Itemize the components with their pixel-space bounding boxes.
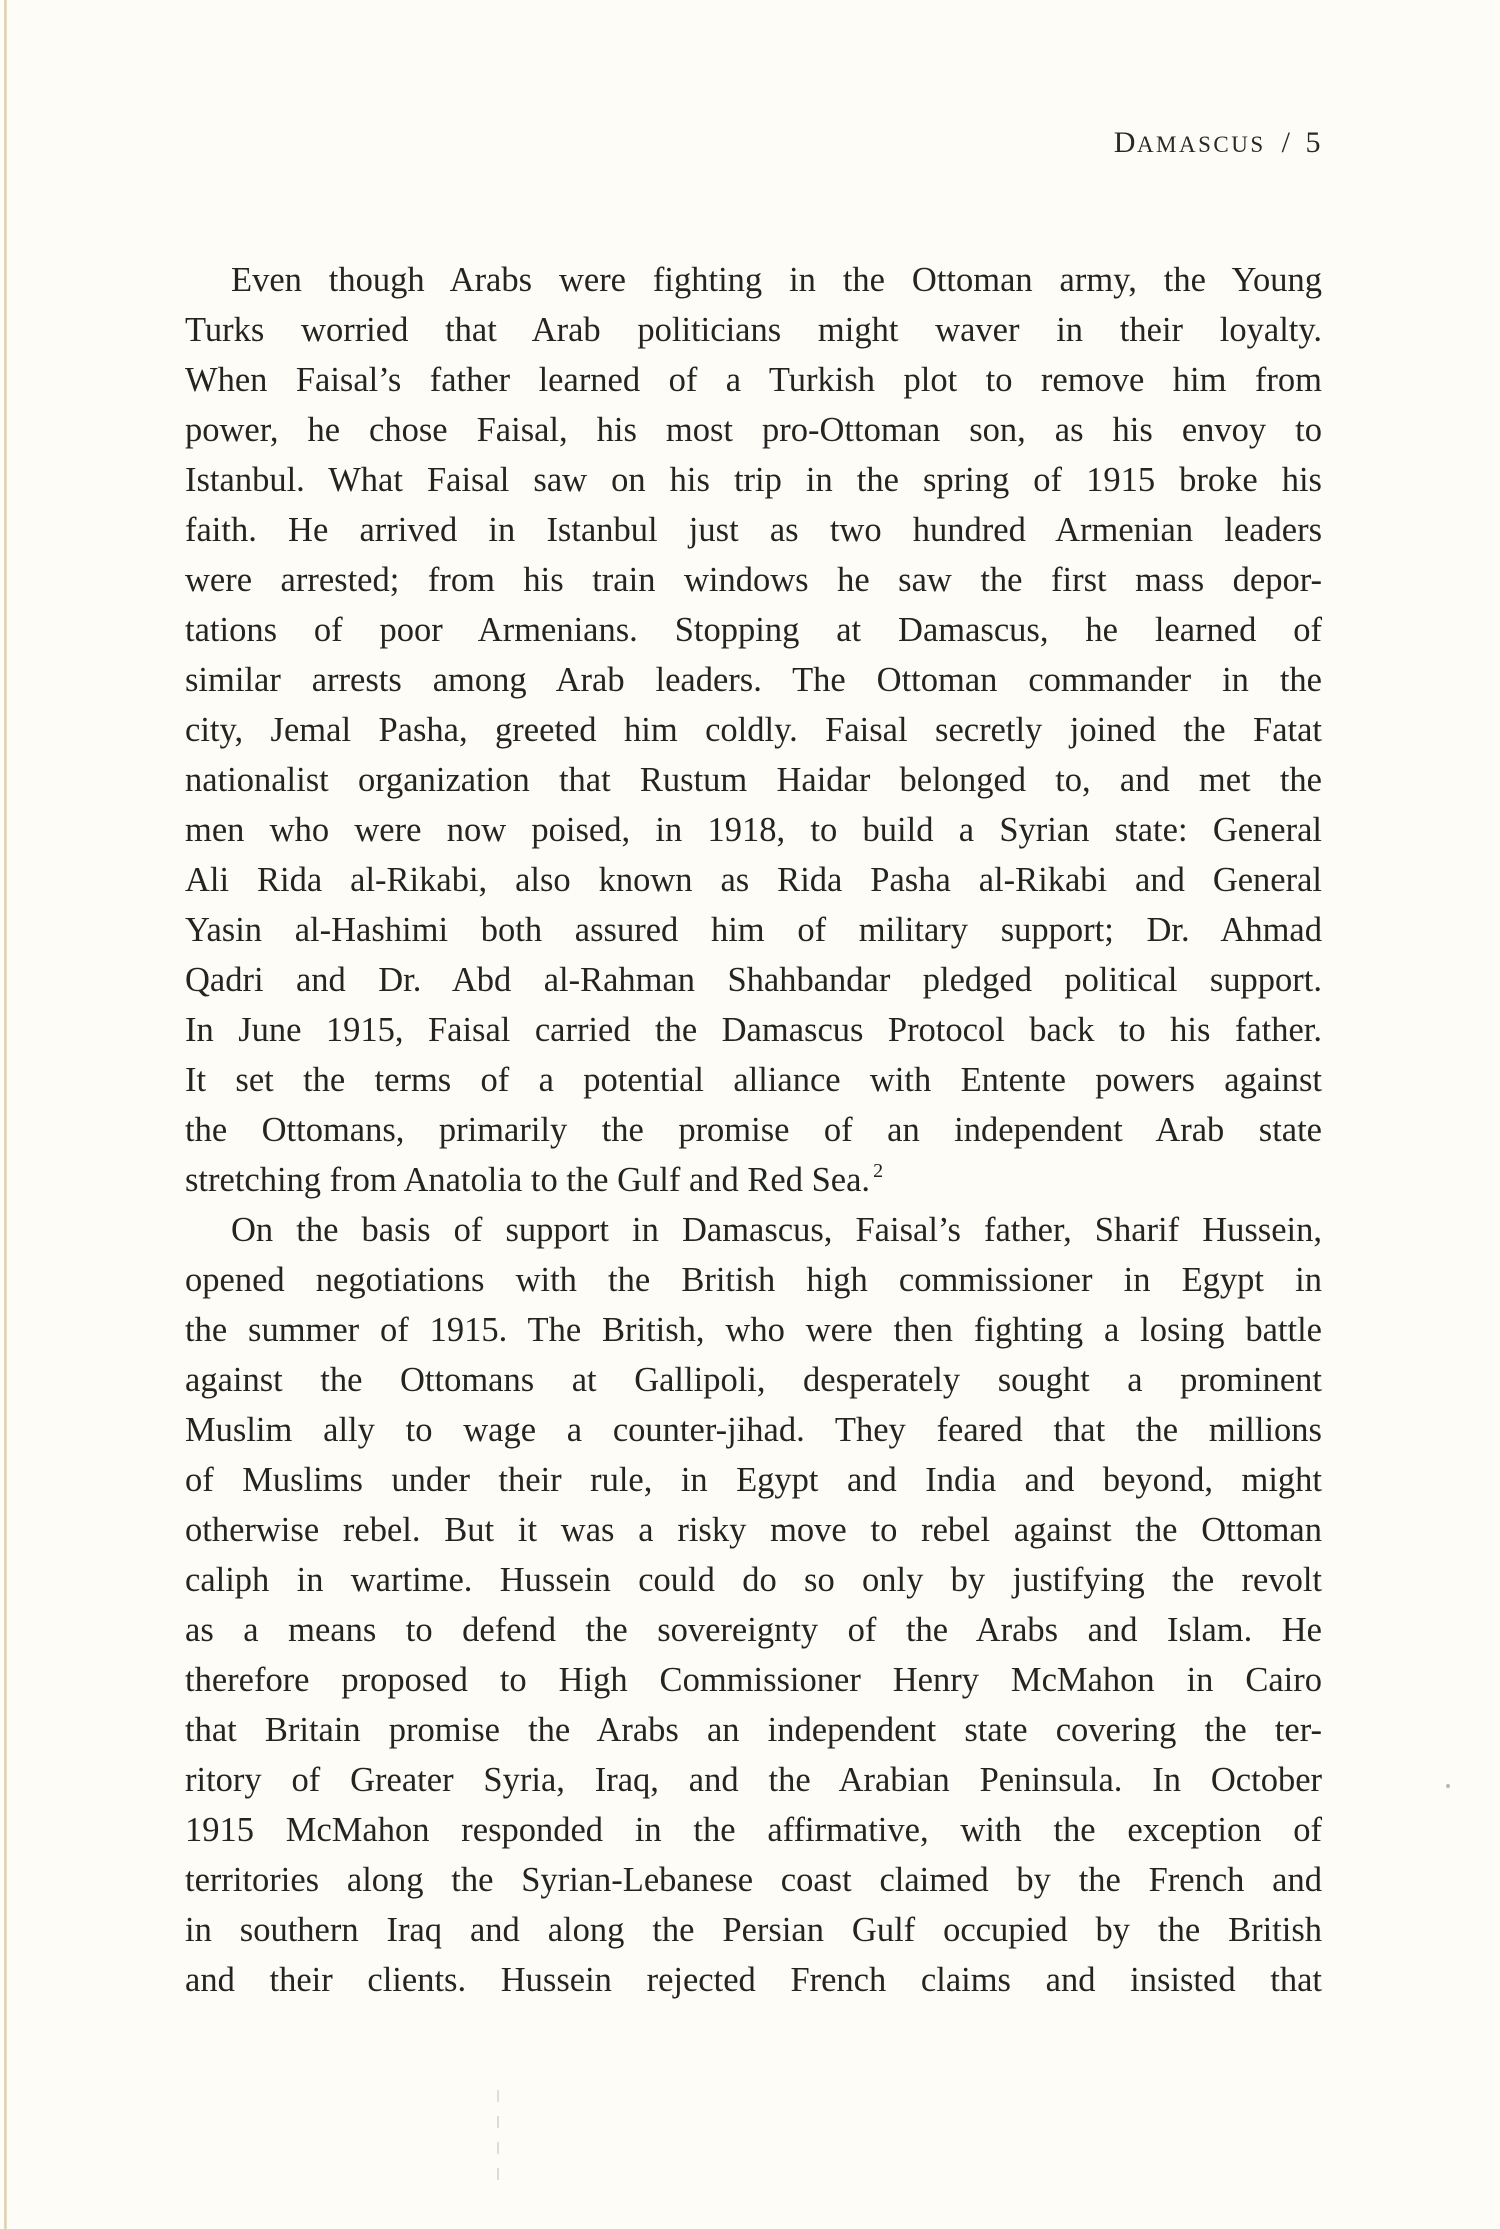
text-line: caliph in wartime. Hussein could do so only by justifying the revolt xyxy=(185,1561,1322,1599)
text-line: and their clients. Hussein rejected French claims and insisted that xyxy=(185,1961,1322,1999)
text-line: similar arrests among Arab leaders. The Ottoman commander in the xyxy=(185,661,1322,699)
text-line: of Muslims under their rule, in Egypt and India and beyond, might xyxy=(185,1461,1322,1499)
text-line: Qadri and Dr. Abd al-Rahman Shahbandar pledged political support. xyxy=(185,961,1322,999)
scan-artifact xyxy=(497,2090,499,2190)
text-line: opened negotiations with the British high commissioner in Egypt in xyxy=(185,1261,1322,1299)
text-line: men who were now poised, in 1918, to build a Syrian state: General xyxy=(185,811,1322,849)
text-line: 1915 McMahon responded in the affirmative, with the exception of xyxy=(185,1811,1322,1849)
page-edge xyxy=(4,0,7,2229)
text-line: that Britain promise the Arabs an independent state covering the ter- xyxy=(185,1711,1322,1749)
text-line: city, Jemal Pasha, greeted him coldly. Faisal secretly joined the Fatat xyxy=(185,711,1322,749)
paragraph-2 xyxy=(185,1205,1322,2005)
text-line: nationalist organization that Rustum Haidar belonged to, and met the xyxy=(185,761,1322,799)
footnote-reference[interactable]: 2 xyxy=(873,1160,884,1182)
text-line: as a means to defend the sovereignty of the Arabs and Islam. He xyxy=(185,1611,1322,1649)
text-line: territories along the Syrian-Lebanese coast claimed by the French and xyxy=(185,1861,1322,1899)
text-line: Turks worried that Arab politicians might waver in their loyalty. xyxy=(185,311,1322,349)
text-line: the summer of 1915. The British, who were then fighting a losing battle xyxy=(185,1311,1322,1349)
text-line: Ali Rida al-Rikabi, also known as Rida Pasha al-Rikabi and General xyxy=(185,861,1322,899)
text-line: therefore proposed to High Commissioner Henry McMahon in Cairo xyxy=(185,1661,1322,1699)
text-line: tations of poor Armenians. Stopping at Damascus, he learned of xyxy=(185,611,1322,649)
text-line: It set the terms of a potential alliance with Entente powers against xyxy=(185,1061,1322,1099)
running-head xyxy=(1114,126,1322,160)
page-number: 5 xyxy=(1305,126,1322,159)
text-line: power, he chose Faisal, his most pro-Ottoman son, as his envoy to xyxy=(185,411,1322,449)
text-line: were arrested; from his train windows he saw the first mass depor- xyxy=(185,561,1322,599)
scan-speck xyxy=(1446,1784,1450,1788)
text-line: Muslim ally to wage a counter-jihad. They feared that the millions xyxy=(185,1411,1322,1449)
running-head-initial: D xyxy=(1113,126,1137,159)
running-head-separator: / xyxy=(1281,126,1292,159)
text-line: the Ottomans, primarily the promise of an independent Arab state xyxy=(185,1111,1322,1149)
text-line-content: stretching from Anatolia to the Gulf and Red Sea. xyxy=(185,1161,871,1199)
text-line: Yasin al-Hashimi both assured him of military support; Dr. Ahmad xyxy=(185,911,1322,949)
text-line: otherwise rebel. But it was a risky move to rebel against the Ottoman xyxy=(185,1511,1322,1549)
text-line: against the Ottomans at Gallipoli, desperately sought a prominent xyxy=(185,1361,1322,1399)
text-line: Even though Arabs were fighting in the Ottoman army, the Young xyxy=(231,261,1322,299)
text-line-final xyxy=(185,1155,1322,1205)
text-line: When Faisal’s father learned of a Turkish plot to remove him from xyxy=(185,361,1322,399)
body-text xyxy=(185,255,1322,2005)
text-line: Istanbul. What Faisal saw on his trip in the spring of 1915 broke his xyxy=(185,461,1322,499)
paragraph-1 xyxy=(185,255,1322,1205)
text-line: In June 1915, Faisal carried the Damascus Protocol back to his father. xyxy=(185,1011,1322,1049)
text-line: On the basis of support in Damascus, Faisal’s father, Sharif Hussein, xyxy=(231,1211,1322,1249)
text-line: ritory of Greater Syria, Iraq, and the Arabian Peninsula. In October xyxy=(185,1761,1322,1799)
text-line: faith. He arrived in Istanbul just as two hundred Armenian leaders xyxy=(185,511,1322,549)
text-line: in southern Iraq and along the Persian Gulf occupied by the British xyxy=(185,1911,1322,1949)
running-head-title: AMASCUS xyxy=(1136,132,1266,157)
